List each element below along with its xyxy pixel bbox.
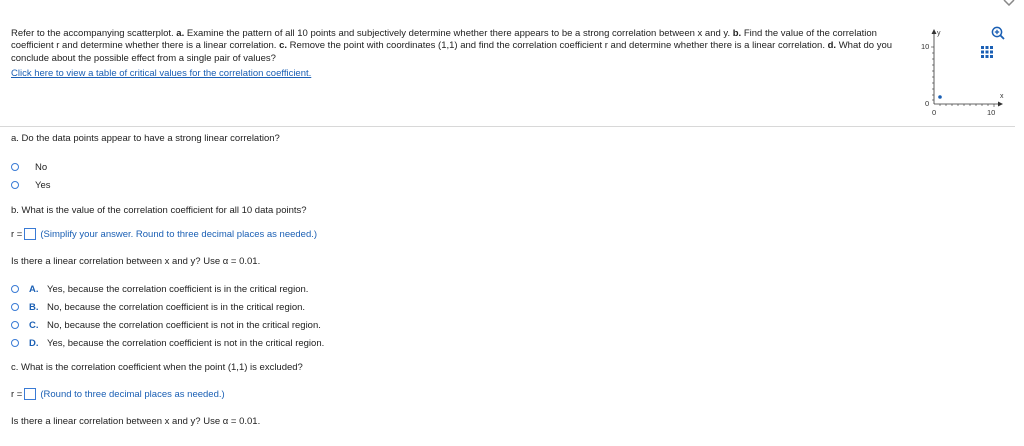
question-a-prompt: a. Do the data points appear to have a strong linear correlation?: [11, 133, 280, 144]
part-c-label: c.: [279, 40, 288, 52]
question-b-prompt: b. What is the value of the correlation coefficient for all 10 data points?: [11, 205, 307, 216]
option-b-b[interactable]: [11, 301, 305, 313]
x-tick-right: 10: [987, 108, 996, 117]
option-b-a-letter: A.: [29, 283, 39, 295]
caret-icon[interactable]: [1003, 0, 1015, 6]
linear-prompt-b: Is there a linear correlation between x and y? Use α = 0.01.: [11, 256, 261, 267]
radio-no[interactable]: [11, 163, 19, 171]
option-b-c-letter: C.: [29, 319, 39, 331]
option-b-c[interactable]: [11, 319, 321, 331]
option-b-a[interactable]: [11, 283, 308, 295]
x-tick-zero: 0: [932, 108, 937, 117]
more-dots-icon[interactable]: [979, 44, 995, 60]
zoom-in-icon[interactable]: [991, 26, 1005, 40]
part-c-text: Remove the point with coordinates (1,1) and find the correlation coefficient r and determine whether there is a linear correlation.: [289, 40, 825, 52]
linear-prompt-c: Is there a linear correlation between x and y? Use α = 0.01.: [11, 416, 261, 427]
option-b-b-letter: B.: [29, 301, 39, 313]
y-axis-label: y: [937, 30, 941, 37]
y-tick-zero: 0: [925, 99, 930, 108]
critical-values-link[interactable]: Click here to view a table of critical values for the correlation coefficient.: [11, 68, 312, 79]
y-tick-top: 10: [921, 42, 930, 51]
radio-b-b[interactable]: [11, 303, 19, 311]
r-label-c: r =: [11, 388, 23, 400]
option-yes-label: Yes: [35, 179, 51, 191]
radio-b-a[interactable]: [11, 285, 19, 293]
option-yes[interactable]: [11, 179, 51, 191]
option-b-b-text: No, because the correlation coefficient is in the critical region.: [47, 301, 306, 313]
x-axis-label: x: [1000, 93, 1004, 100]
option-b-c-text: No, because the correlation coefficient is not in the critical region.: [47, 319, 321, 331]
part-d-label: d.: [827, 40, 837, 52]
data-point: [938, 95, 942, 99]
option-no[interactable]: [11, 161, 47, 173]
radio-b-c[interactable]: [11, 321, 19, 329]
scatterplot-thumbnail[interactable]: [916, 26, 1006, 122]
part-b-text: Find the value of the correlation coefficient r and determine whether there is a linear correlation.: [11, 28, 877, 52]
part-a-label: a.: [176, 28, 185, 39]
part-a-text: Examine the pattern of all 10 points and subjectively determine whether there appears to be a strong correlation between x and y.: [186, 28, 731, 39]
part-b-label: b.: [732, 28, 742, 39]
option-b-d-letter: D.: [29, 337, 39, 349]
section-divider: [0, 126, 1015, 127]
option-no-label: No: [35, 161, 48, 173]
question-c-prompt: c. What is the correlation coefficient when the point (1,1) is excluded?: [11, 362, 303, 373]
option-b-a-text: Yes, because the correlation coefficient is in the critical region.: [47, 283, 309, 295]
option-b-d-text: Yes, because the correlation coefficient is not in the critical region.: [47, 337, 325, 349]
radio-b-d[interactable]: [11, 339, 19, 347]
part-d-text: What do you conclude about the possible effect from a single pair of values?: [11, 40, 893, 64]
answer-input-c[interactable]: [24, 388, 36, 400]
hint-c: (Round to three decimal places as needed.): [40, 388, 225, 400]
radio-yes[interactable]: [11, 181, 19, 189]
problem-intro: Refer to the accompanying scatterplot.: [11, 28, 174, 39]
answer-row-c: [11, 388, 225, 400]
answer-row-b: [11, 228, 317, 240]
answer-input-b[interactable]: [24, 228, 36, 240]
hint-b: (Simplify your answer. Round to three decimal places as needed.): [40, 228, 318, 240]
option-b-d[interactable]: [11, 337, 324, 349]
problem-statement: [11, 28, 906, 65]
r-label-b: r =: [11, 228, 23, 240]
